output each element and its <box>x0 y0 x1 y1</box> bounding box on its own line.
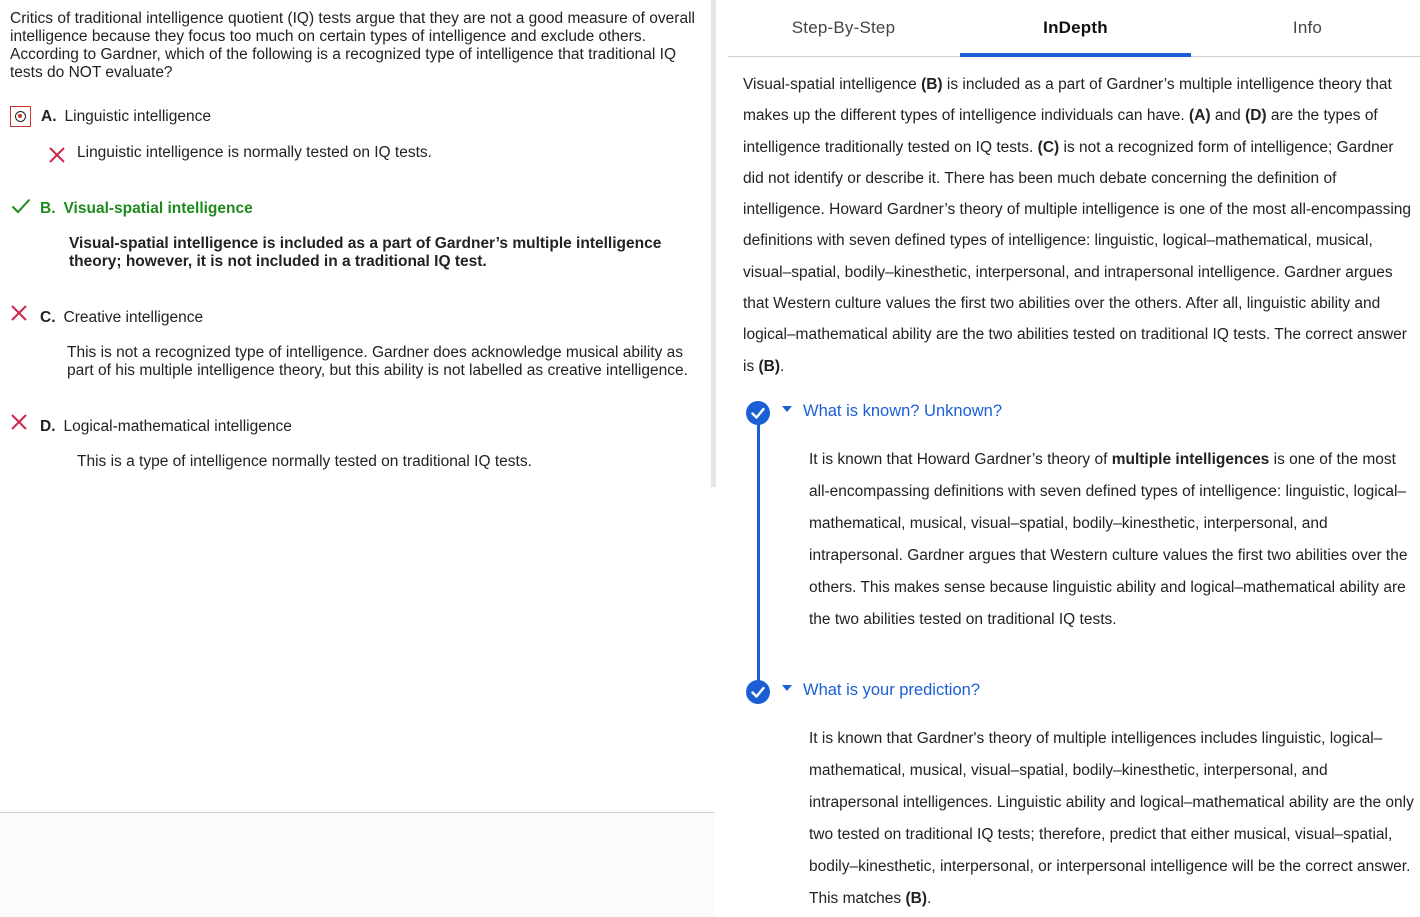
active-tab-indicator <box>960 53 1191 57</box>
choice-label: Linguistic intelligence <box>64 108 211 125</box>
step-title-known-unknown[interactable]: What is known? Unknown? <box>803 402 1003 420</box>
choice-explanation: This is a type of intelligence normally tested on traditional IQ tests. <box>77 453 532 470</box>
scrollbar[interactable] <box>711 0 716 487</box>
timeline-line <box>757 424 760 684</box>
caret-down-icon[interactable] <box>780 682 794 694</box>
indepth-explanation: Visual-spatial intelligence (B) is included as a part of Gardner’s multiple intelligence theory that makes up the different types of intelligence individuals can have. (A) and (D) are the types of intelligence traditionally tested on IQ tests. (C) is not a recognized form of intelligence; Gardner did not identify or describe it. There has been much debate concerning the definition of intelligence. Howard Gardner’s theory of multiple intelligence is one of the most all-encompassing definitions with seven defined types of intelligence: linguistic, logical–mathematical, musical, visual–spatial, bodily–kinesthetic, interpersonal, and intrapersonal intelligence. Gardner argues that Western culture values the first two abilities over the others. After all, linguistic ability and logical–mathematical ability are the two abilities tested on traditional IQ tests. The correct answer is (B). <box>743 76 1411 375</box>
choice-letter: B. <box>40 200 56 217</box>
caret-down-icon[interactable] <box>780 403 794 415</box>
check-icon <box>11 197 31 215</box>
radio-selected-icon[interactable] <box>10 106 31 127</box>
x-icon <box>10 413 28 431</box>
choice-letter: A. <box>41 108 57 125</box>
choice-label: Creative intelligence <box>63 309 204 326</box>
tab-bar <box>728 0 1420 57</box>
footer-area <box>0 813 714 917</box>
choice-letter: C. <box>40 309 56 326</box>
tab-step-by-step[interactable]: Step-By-Step <box>791 17 896 37</box>
choice-explanation: This is not a recognized type of intelligence. Gardner does acknowledge musical ability as part of his multiple intelligence theory, but this ability is not labelled as creative intelligence. <box>67 344 688 379</box>
explanation-panel <box>728 0 1420 917</box>
tab-indepth[interactable]: InDepth <box>1043 17 1108 37</box>
choice-explanation: Linguistic intelligence is normally tested on IQ tests. <box>77 144 432 161</box>
step-body: It is known that Gardner's theory of multiple intelligences includes linguistic, logical–mathematical, musical, visual–spatial, bodily–kinesthetic, interpersonal, and intrapersonal intelligences. Linguistic ability and logical–mathematical ability are the only two tested on traditional IQ tests; therefore, predict that either musical, visual–spatial, bodily–kinesthetic, interpersonal, or interpersonal intelligence will be the correct answer. This matches (B). <box>809 730 1414 907</box>
question-text: Critics of traditional intelligence quotient (IQ) tests argue that they are not a good measure of overall intelligence because they focus too much on certain types of intelligence and exclude others. According to Gardner, which of the following is a recognized type of intelligence that traditional IQ tests do NOT evaluate? <box>10 10 695 81</box>
check-circle-icon <box>746 680 770 704</box>
x-icon <box>10 304 28 322</box>
tab-info[interactable]: Info <box>1292 17 1323 37</box>
step-title-prediction[interactable]: What is your prediction? <box>803 681 980 699</box>
step-body: It is known that Howard Gardner’s theory of multiple intelligences is one of the most all-encompassing definitions with seven defined types of intelligence: linguistic, logical–mathematical, musical, visual–spatial, bodily–kinesthetic, interpersonal, and intrapersonal. Gardner argues that Western culture values the first two abilities over the others. This makes sense because linguistic ability and logical–mathematical ability are the two abilities tested on traditional IQ tests. <box>809 451 1408 628</box>
check-circle-icon <box>746 401 770 425</box>
choice-label: Visual-spatial intelligence <box>63 200 253 217</box>
choice-explanation: Visual-spatial intelligence is included as a part of Gardner’s multiple intelligence theory; however, it is not included in a traditional IQ test. <box>69 235 662 270</box>
choice-label: Logical-mathematical intelligence <box>63 418 292 435</box>
x-icon <box>48 146 66 164</box>
choice-letter: D. <box>40 418 56 435</box>
